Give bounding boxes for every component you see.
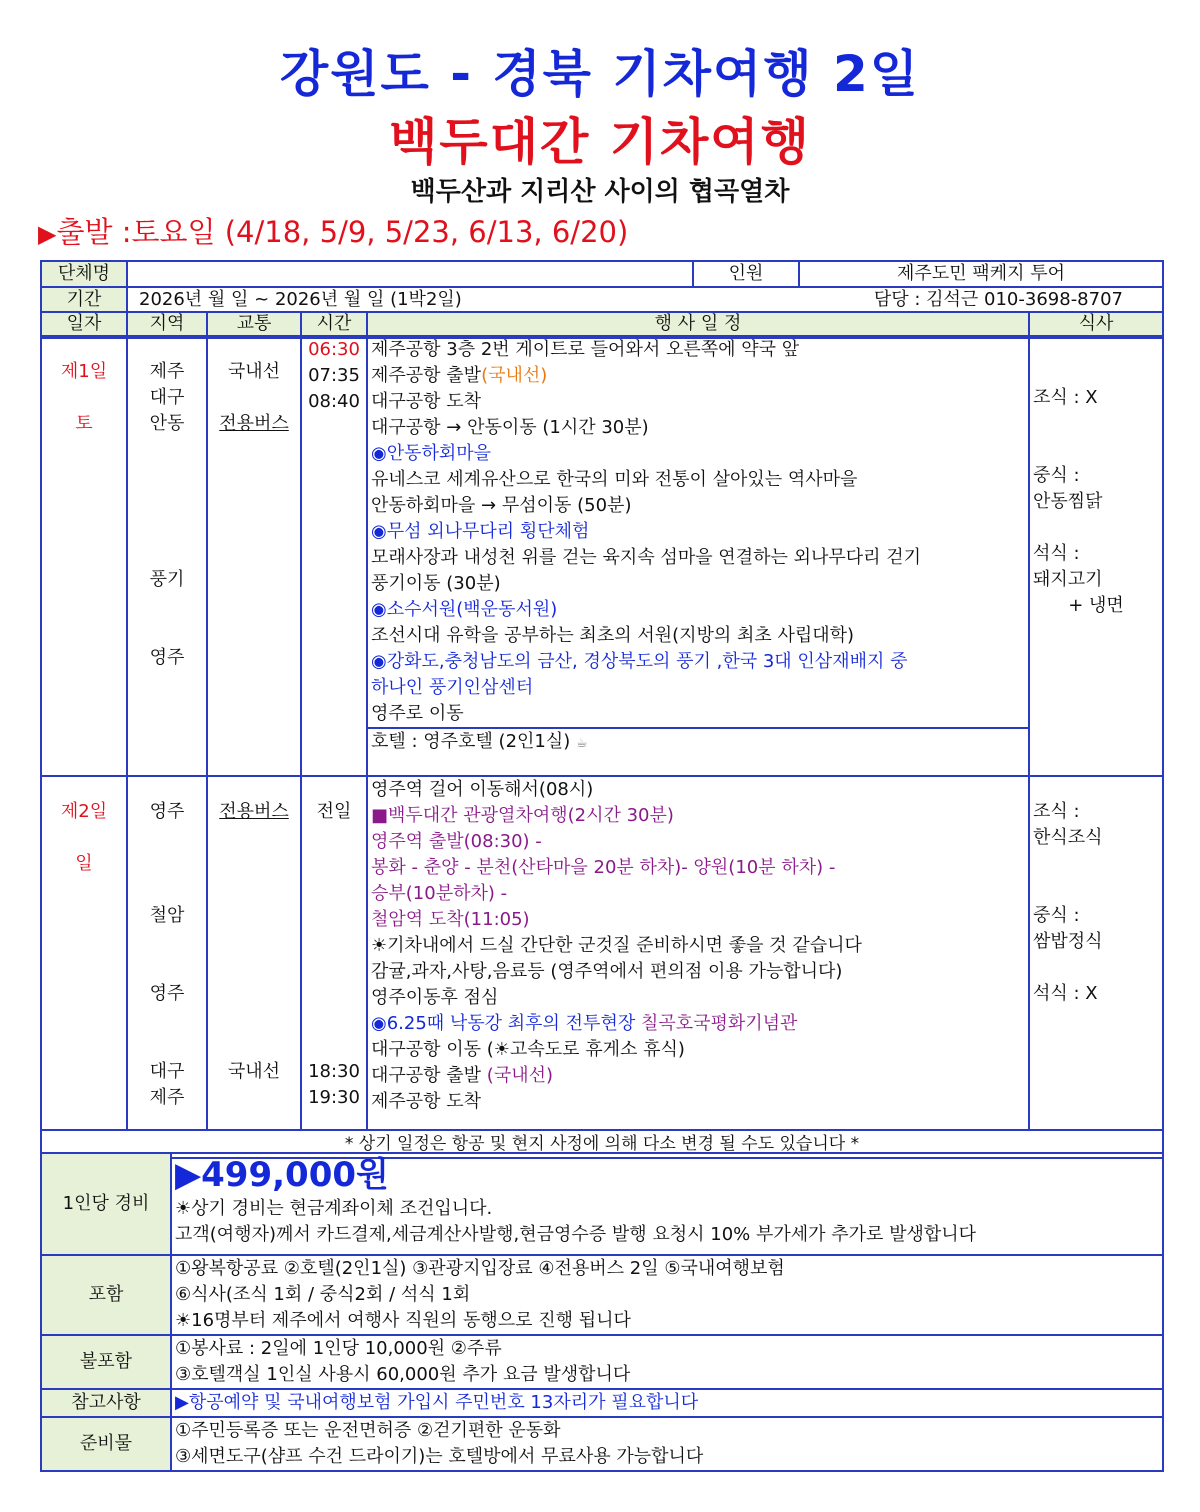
exclude-line: ③호텔객실 1인실 사용시 60,000원 추가 요금 발생합니다 — [175, 1364, 631, 1385]
exclude-line: ①봉사료 : 2일에 1인당 10,000원 ②주류 — [175, 1338, 502, 1359]
subtitle: 백두산과 지리산 사이의 협곡열차 — [410, 177, 790, 207]
meal-item: 석식 : — [1033, 543, 1080, 564]
include-cell — [171, 1255, 1163, 1335]
hotel-line — [368, 727, 1028, 757]
region-item: 대구 — [149, 1061, 185, 1082]
day2-label: 제2일 — [60, 801, 108, 822]
arrow-icon: ▶ — [38, 220, 57, 248]
event-line: 봉화 - 춘양 - 분천(산타마을 20분 하차)- 양원(10분 하차) - — [371, 857, 836, 878]
event-line: ◉무섬 외나무다리 횡단체험 — [371, 521, 590, 542]
event-line: 조선시대 유학을 공부하는 최초의 서원(지방의 최초 사립대학) — [371, 625, 855, 646]
header-region: 지역 — [127, 312, 207, 336]
include-line: ⑥식사(조식 1회 / 중식2회 / 석식 1회 — [175, 1284, 471, 1305]
day2-meals — [1029, 776, 1163, 1130]
departure-text: 출발 :토요일 (4/18, 5/9, 5/23, 6/13, 6/20) — [56, 215, 629, 249]
title-line-1: 강원도 - 경북 기차여행 2일 — [279, 45, 921, 103]
include-line: ☀16명부터 제주에서 여행사 직원의 동행으로 진행 됩니다 — [175, 1310, 631, 1331]
meal-item: 중식 : — [1033, 905, 1080, 926]
transport-item: 전용버스 — [219, 413, 289, 434]
day2-sub: 일 — [75, 853, 93, 874]
day2-transports — [207, 776, 301, 1130]
header-time: 시간 — [301, 312, 367, 336]
prepare-line: ③세면도구(샴프 수건 드라이기)는 호텔방에서 무료사용 가능합니다 — [175, 1446, 704, 1467]
cost-cell — [171, 1153, 1163, 1255]
schedule-table-body — [40, 311, 1164, 1159]
time-item: 전일 — [316, 801, 352, 822]
meal-item: 한식조식 — [1033, 827, 1103, 848]
region-item: 영주 — [149, 801, 185, 822]
cost-line: ☀상기 경비는 현금계좌이체 조건입니다. — [175, 1198, 493, 1219]
event-line: 모래사장과 내성천 위를 걷는 육지속 섬마을 연결하는 외나무다리 걷기 — [371, 547, 922, 568]
meal-item: + 냉면 — [1068, 595, 1124, 616]
day2-events — [367, 776, 1029, 1130]
event-line: 영주로 이동 — [371, 703, 464, 724]
prepare-line: ①주민등록증 또는 운전면허증 ②걷기편한 운동화 — [175, 1420, 561, 1441]
event-line: 제주공항 출발(국내선) — [371, 365, 548, 386]
event-line: ◉6.25때 낙동강 최후의 전투현장 칠곡호국평화기념관 — [371, 1013, 798, 1034]
region-item: 영주 — [149, 983, 185, 1004]
day2-times — [301, 776, 367, 1130]
header-transport: 교통 — [207, 312, 301, 336]
period-row — [127, 287, 1163, 313]
region-item: 풍기 — [149, 569, 185, 590]
event-line: ◉강화도,충청남도의 금산, 경상북도의 풍기 ,한국 3대 인삼재배지 중 — [371, 651, 908, 672]
event-line: 대구공항 출발 (국내선) — [371, 1065, 554, 1086]
transport-item: 국내선 — [227, 1061, 281, 1082]
event-line: 하나인 풍기인삼센터 — [371, 677, 534, 698]
event-line: 영주이동후 점심 — [371, 987, 499, 1008]
event-line: 승부(10분하차) - — [371, 883, 508, 904]
day2-regions — [127, 776, 207, 1130]
event-line: ◉소수서원(백운동서원) — [371, 599, 558, 620]
event-line: 대구공항 → 안동이동 (1시간 30분) — [371, 417, 649, 438]
info-table — [40, 260, 1164, 314]
event-line: ■백두대간 관광열차여행(2시간 30분) — [371, 805, 674, 826]
day2-label-cell — [41, 776, 127, 1130]
transport-item: 전용버스 — [219, 801, 289, 822]
include-label: 포함 — [41, 1255, 171, 1335]
notes-label: 참고사항 — [41, 1389, 171, 1417]
hotel-text: 호텔 : 영주호텔 (2인1실) — [371, 731, 571, 752]
event-line: 철암역 도착(11:05) — [371, 909, 530, 930]
time-item: 18:30 — [308, 1061, 360, 1082]
time-item: 08:40 — [308, 391, 360, 412]
people-label: 인원 — [693, 261, 799, 287]
region-item: 안동 — [149, 413, 185, 434]
meal-item: 조식 : X — [1033, 387, 1098, 408]
meal-item: 쌈밥정식 — [1033, 931, 1103, 952]
cost-label: 1인당 경비 — [41, 1153, 171, 1255]
title-line-2: 백두대간 기차여행 — [389, 113, 811, 171]
day1-times — [301, 336, 367, 776]
day1-meals — [1029, 336, 1163, 776]
header-day: 일자 — [41, 312, 127, 336]
day1-transports — [207, 336, 301, 776]
schedule-notice: * 상기 일정은 항공 및 현지 사정에 의해 다소 변경 될 수도 있습니다 * — [41, 1130, 1163, 1158]
day1-label: 제1일 — [60, 361, 108, 382]
cost-table — [40, 1152, 1164, 1472]
period-label: 기간 — [41, 287, 127, 313]
time-item: 19:30 — [308, 1087, 360, 1108]
notes-text: ▶항공예약 및 국내여행보험 가입시 주민번호 13자리가 필요합니다 — [171, 1389, 1163, 1417]
transport-item: 국내선 — [227, 361, 281, 382]
prepare-label: 준비물 — [41, 1417, 171, 1471]
region-item: 영주 — [149, 647, 185, 668]
event-line: 안동하회마을 → 무섬이동 (50분) — [371, 495, 632, 516]
event-line: 대구공항 이동 (☀고속도로 휴게소 휴식) — [371, 1039, 685, 1060]
event-line: 풍기이동 (30분) — [371, 573, 501, 594]
header-schedule: 행 사 일 정 — [367, 312, 1029, 336]
event-line: 감귤,과자,사탕,음료등 (영주역에서 편의점 이용 가능합니다) — [371, 961, 843, 982]
day1-sub: 토 — [75, 413, 93, 434]
meal-item: 돼지고기 — [1033, 569, 1103, 590]
event-line: ☀기차내에서 드실 간단한 군것질 준비하시면 좋을 것 같습니다 — [371, 935, 862, 956]
group-label: 단체명 — [41, 261, 127, 287]
event-line: ◉안동하회마을 — [371, 443, 492, 464]
time-item: 07:35 — [308, 365, 360, 386]
event-line: 제주공항 도착 — [371, 1091, 482, 1112]
meal-item: 석식 : X — [1033, 983, 1098, 1004]
contact: 담당 : 김석근 010-3698-8707 — [873, 289, 1123, 310]
cost-line: 고객(여행자)께서 카드결제,세금계산사발행,현금영수증 발행 요청시 10% 부가세가 추가로 발생합니다 — [175, 1224, 977, 1245]
meal-item: 조식 : — [1033, 801, 1080, 822]
day1-events — [367, 336, 1029, 776]
region-item: 철암 — [149, 905, 185, 926]
group-value — [127, 261, 693, 287]
meal-item: 중식 : — [1033, 465, 1080, 486]
price: ▶499,000원 — [175, 1155, 389, 1195]
event-line: 영주역 출발(08:30) - — [371, 831, 542, 852]
meal-item: 안동찜닭 — [1033, 491, 1103, 512]
region-item: 제주 — [149, 1087, 185, 1108]
header-meal: 식사 — [1029, 312, 1163, 336]
departure-dates — [38, 212, 1158, 254]
exclude-cell — [171, 1335, 1163, 1389]
event-line: 대구공항 도착 — [371, 391, 482, 412]
region-item: 대구 — [149, 387, 185, 408]
event-line: 영주역 걸어 이동해서(08시) — [371, 779, 594, 800]
day1-regions — [127, 336, 207, 776]
prepare-cell — [171, 1417, 1163, 1471]
time-item: 06:30 — [308, 339, 360, 360]
day1-label-cell — [41, 336, 127, 776]
hotel-icon: ☕ — [576, 736, 588, 751]
period-value: 2026년 월 일 ~ 2026년 월 일 (1박2일) — [139, 289, 462, 310]
people-value: 제주도민 팩케지 투어 — [799, 261, 1163, 287]
event-line: 제주공항 3층 2번 게이트로 들어와서 오른쪽에 약국 앞 — [371, 339, 800, 360]
include-line: ①왕복항공료 ②호텔(2인1실) ③관광지입장료 ④전용버스 2일 ⑤국내여행보험 — [175, 1258, 785, 1279]
exclude-label: 불포함 — [41, 1335, 171, 1389]
event-line: 유네스코 세계유산으로 한국의 미와 전통이 살아있는 역사마을 — [371, 469, 858, 490]
region-item: 제주 — [149, 361, 185, 382]
